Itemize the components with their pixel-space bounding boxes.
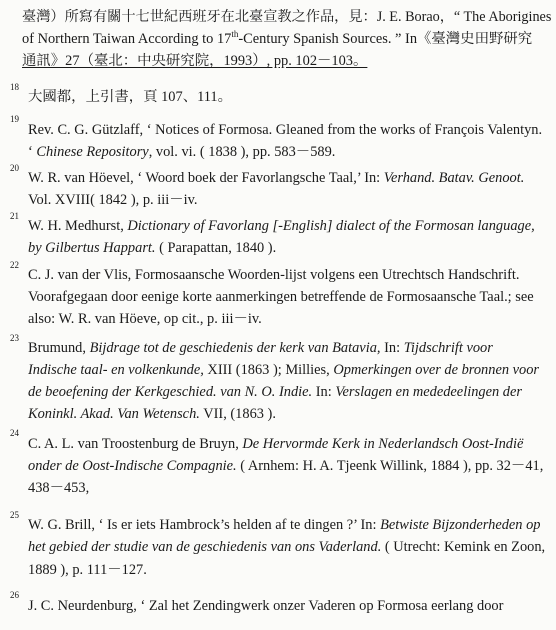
footnote-number: 23 xyxy=(10,333,19,343)
footnote-number: 24 xyxy=(10,428,19,438)
text-line: Rev. C. G. Gützlaff, ‘ Notices of Formosa. Gleaned from the works of François Valentyn. xyxy=(28,122,543,138)
text-line: of Northern Taiwan According to 17th-Century Spanish Sources. ” In《臺灣史田野研究 xyxy=(22,29,533,47)
text-line: 1889 ), p. 111－127. xyxy=(28,562,147,578)
text-line: W. G. Brill, ‘ Is er iets Hambrock’s helden af te dingen ?’ In: Betwiste Bijzonderheden op xyxy=(28,517,541,533)
footnote-number: 19 xyxy=(10,114,19,124)
footnote-number: 18 xyxy=(10,82,19,92)
text-line: C. A. L. van Troostenburg de Bruyn, De Hervormde Kerk in Nederlandsch Oost-Indië xyxy=(28,436,524,452)
text-line: by Gilbertus Happart. ( Parapattan, 1840 ). xyxy=(28,240,277,256)
text-line: Vol. XVIII( 1842 ), p. iii－iv. xyxy=(28,192,198,208)
text-line: also: W. R. van Höeve, op cit., p. iii－iv. xyxy=(28,311,262,327)
text-line: Koninkl. Akad. Van Wetensch. VII, (1863 ). xyxy=(28,406,276,422)
text-line: W. H. Medhurst, Dictionary of Favorlang [-English] dialect of the Formosan language, xyxy=(28,218,535,234)
text-line: C. J. van der Vlis, Formosaansche Woorden-lijst volgens een Utrechtsch Handschrift. xyxy=(28,267,520,283)
footnote-number: 20 xyxy=(10,163,19,173)
footnote-number: 21 xyxy=(10,211,19,221)
text-line: het gebied der studie van de geschiedenis van ons Vaderland. ( Utrecht: Kemink en Zoon, xyxy=(28,539,546,555)
footnote-number: 22 xyxy=(10,260,19,270)
text-line: 大國都，上引書，頁 107、111。 xyxy=(28,89,232,105)
text-line: 438－453, xyxy=(28,480,90,496)
text-line: de beoefening der Kerkgeschied. van N. O. Indie. In: Verslagen en mededeelingen der xyxy=(28,384,522,400)
text-line: W. R. van Höevel, ‘ Woord boek der Favorlangsche Taal,’ In: Verhand. Batav. Genoot. xyxy=(28,170,525,186)
text-line: 臺灣）所寫有關十七世紀西班牙在北臺宣教之作品，見：J. E. Borao，“ The Aborigines xyxy=(22,9,552,25)
text-line: J. C. Neurdenburg, ‘ Zal het Zendingwerk onzer Vaderen op Formosa eerlang door xyxy=(28,598,504,614)
text-line: Voorafgegaan door eenige korte aanmerkingen betreffende de Formosaansche Taal.; see xyxy=(28,289,534,305)
text-line: 通訊》27（臺北：中央研究院，1993）, pp. 102－103。 xyxy=(22,53,368,69)
text-line: ‘ Chinese Repository, vol. vi. ( 1838 ), pp. 583－589. xyxy=(28,144,336,160)
text-line: Indische taal- en volkenkunde, XIII (1863 ); Millies, Opmerkingen over de bronnen voor xyxy=(28,362,540,378)
footnote-number: 25 xyxy=(10,510,19,520)
footnote-number: 26 xyxy=(10,590,19,600)
text-line: Brumund, Bijdrage tot de geschiedenis der kerk van Batavia, In: Tijdschrift voor xyxy=(28,340,493,356)
text-line: onder de Oost-Indische Compagnie. ( Arnhem: H. A. Tjeenk Willink, 1884 ), pp. 32－41, xyxy=(28,458,544,474)
